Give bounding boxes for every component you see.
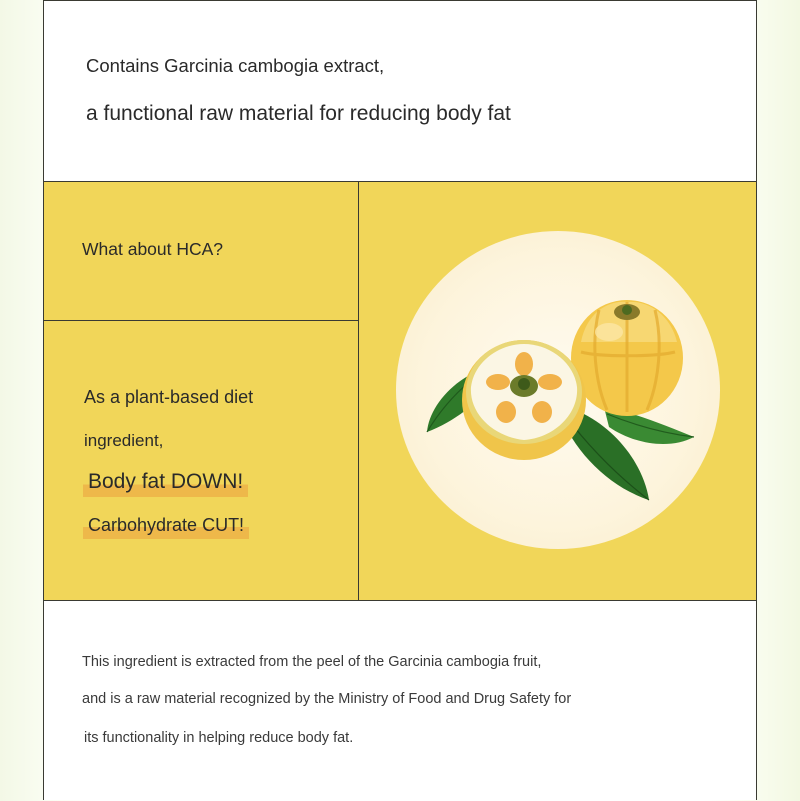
- hca-question-cell: [44, 182, 359, 321]
- highlight-body-fat: Body fat DOWN!: [83, 467, 248, 497]
- footer-line-2: and is a raw material recognized by the Ministry of Food and Drug Safety for: [82, 691, 572, 707]
- footer-section: [44, 601, 756, 801]
- benefits-cell: [44, 321, 359, 601]
- benefit-line-1: As a plant-based diet: [84, 387, 254, 407]
- hca-panel: [44, 181, 756, 601]
- footer-line-1: This ingredient is extracted from the peel of the Garcinia cambogia fruit,: [82, 654, 542, 670]
- intro-section: [44, 1, 756, 181]
- fruit-image-cell: [359, 182, 756, 601]
- footer-line-3: its functionality in helping reduce body fat.: [84, 730, 354, 746]
- hca-question: What about HCA?: [82, 239, 224, 259]
- garcinia-fruit-icon: [359, 182, 756, 601]
- benefit-line-2: ingredient,: [84, 431, 164, 450]
- content-frame: [43, 0, 757, 800]
- intro-line-1: Contains Garcinia cambogia extract,: [86, 55, 385, 76]
- highlight-carbohydrate: Carbohydrate CUT!: [83, 511, 249, 539]
- intro-line-2: a functional raw material for reducing body fat: [86, 102, 511, 125]
